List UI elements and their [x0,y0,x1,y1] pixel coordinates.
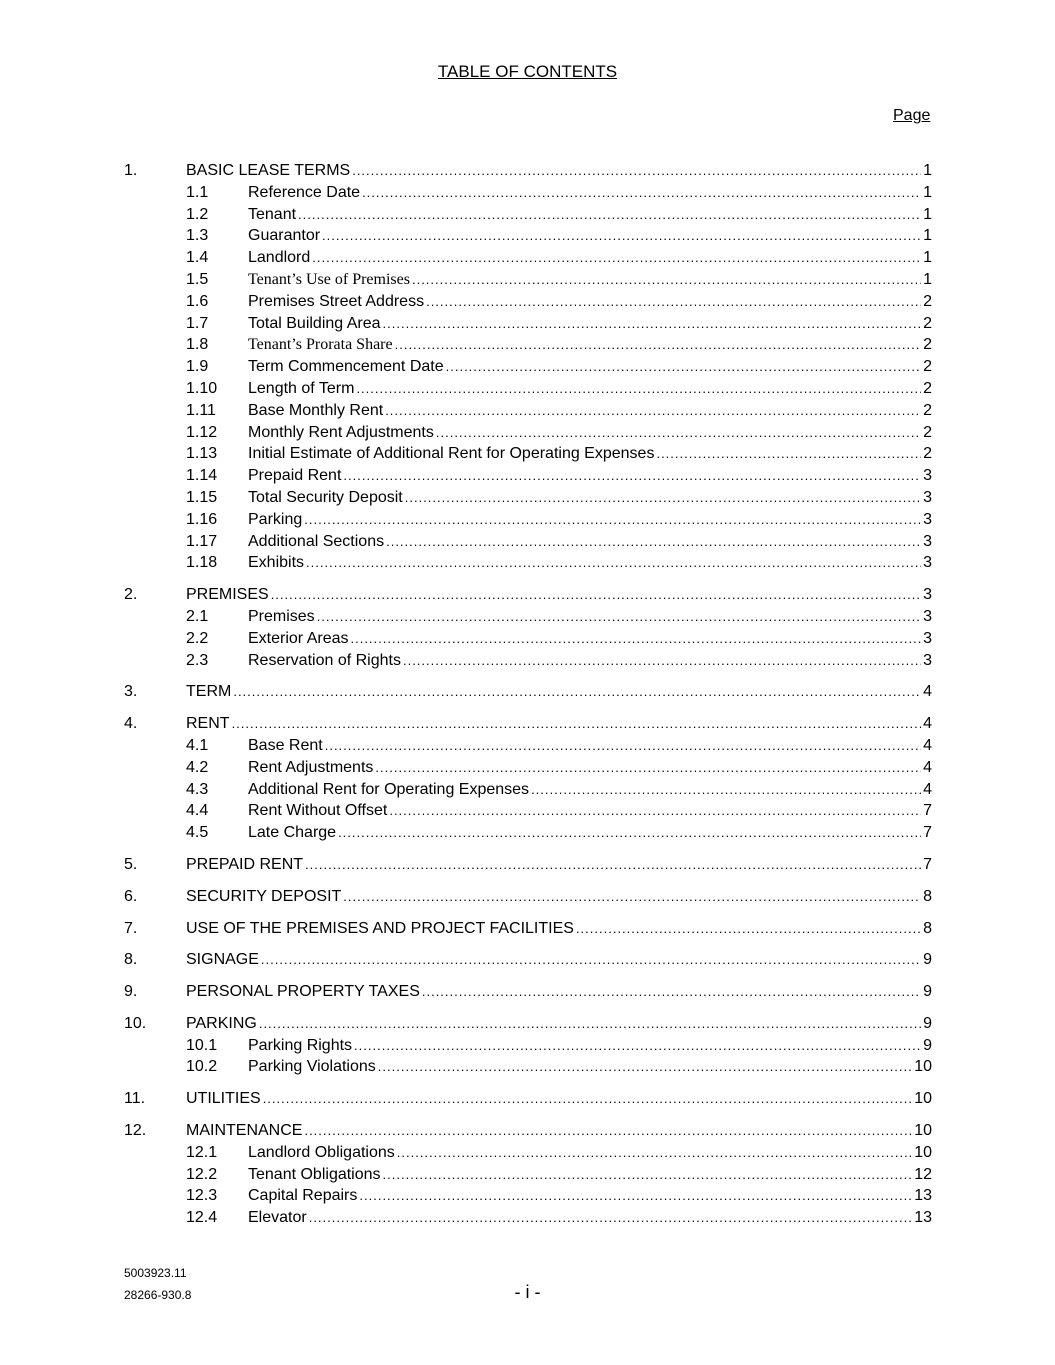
toc-entry-number: 5. [124,855,138,873]
toc-entry-page: 7 [923,855,932,873]
toc-entry-title: Parking Rights [248,1036,353,1054]
toc-entry-label [186,584,932,606]
dot-leader [306,552,921,574]
toc-entry-page: 7 [923,802,932,820]
toc-section[interactable] [124,1088,932,1110]
toc-entry-label [248,1185,932,1207]
toc-entry-title: Rent Without Offset [248,802,388,820]
toc-section[interactable] [124,584,932,606]
toc-entry-title: PREPAID RENT [186,855,304,873]
toc-section[interactable] [124,1013,932,1035]
toc-entry-page: 4 [923,715,932,733]
toc-entry-title: Tenant’s Prorata Share [248,336,393,354]
toc-entry-title: Late Charge [248,824,337,842]
toc-entry-number: 1.9 [186,358,209,376]
toc-entry-label [248,757,932,779]
toc-subsection[interactable] [124,465,932,487]
toc-entry-page: 2 [923,445,932,463]
toc-entry-number: 1. [124,162,138,179]
dot-leader [405,487,921,509]
toc-entry-number: 10.2 [186,1058,218,1076]
toc-entry-page: 3 [923,586,932,604]
toc-entry-page: 9 [923,951,932,969]
dot-leader [259,1013,921,1035]
toc-subsection[interactable] [124,1142,932,1164]
dot-leader [352,160,921,182]
toc-entry-page: 1 [923,249,932,267]
dot-leader [422,981,921,1003]
toc-entry-number: 12.3 [186,1187,218,1205]
toc-entry-label [248,182,932,204]
toc-entry-label [248,225,932,247]
toc-entry-title: Base Rent [248,736,323,754]
toc-subsection[interactable] [124,225,932,247]
toc-subsection[interactable] [124,757,932,779]
toc-section[interactable] [124,713,932,735]
toc-subsection[interactable] [124,291,932,313]
toc-entry-title: Prepaid Rent [248,467,342,485]
toc-entry-number: 4. [124,715,138,733]
dot-leader [378,1056,912,1078]
toc-entry-number: 4.2 [186,758,209,776]
dot-leader [233,681,921,703]
toc-entry-label [248,204,932,226]
dot-leader [397,1142,912,1164]
toc-entry-label [186,918,932,940]
toc-entry-number: 1.10 [186,379,218,397]
toc-entry-page: 2 [923,423,932,441]
document-reference: 28266-930.8 [124,1288,192,1302]
toc-entry-title: TERM [186,683,232,701]
dot-leader [386,531,921,553]
toc-entry-title: PARKING [186,1014,257,1032]
toc-subsection[interactable] [124,443,932,465]
toc-entry-label [248,422,932,444]
toc-entry-title: USE OF THE PREMISES AND PROJECT FACILITIES [186,919,574,937]
dot-leader [362,182,921,204]
toc-entry-number: 1.8 [186,336,209,354]
dot-leader [343,465,921,487]
toc-subsection[interactable] [124,422,932,444]
toc-entry-label [248,334,932,356]
toc-subsection[interactable] [124,1164,932,1186]
toc-entry-title: RENT [186,715,230,733]
toc-entry-label [248,531,932,553]
toc-entry-label [248,779,932,801]
toc-entry-number: 2.1 [186,607,209,625]
toc-entry-page: 1 [923,270,932,288]
toc-entry-label [186,886,932,908]
toc-entry-number: 1.13 [186,445,218,463]
toc-entry-number: 1.18 [186,554,218,572]
toc-entry-number: 1.12 [186,423,218,441]
toc-entry-page: 8 [923,887,932,905]
toc-entry-page: 10 [914,1090,932,1108]
toc-entry-number: 10.1 [186,1036,218,1054]
toc-entry-title: Exterior Areas [248,629,349,647]
toc-entry-page: 12 [914,1165,932,1183]
dot-leader [304,509,921,531]
toc-entry-label [186,1120,932,1142]
toc-section[interactable] [124,981,932,1003]
toc-entry-number: 4.1 [186,736,209,754]
toc-entry-number: 2.2 [186,629,209,647]
toc-section[interactable] [124,854,932,876]
toc-entry-label [248,1056,932,1078]
toc-entry-page: 3 [923,532,932,550]
toc-entry-title: Premises Street Address [248,292,425,310]
toc-entry-page: 4 [923,758,932,776]
toc-entry-title: Total Security Deposit [248,488,403,506]
toc-entry-label [248,356,932,378]
toc-entry-title: Elevator [248,1209,307,1227]
dot-leader [389,800,921,822]
toc-entry-page: 9 [923,1014,932,1032]
dot-leader [356,378,921,400]
toc-entry-number: 1.2 [186,205,209,223]
toc-entry-title: Reference Date [248,183,361,201]
toc-entry-page: 1 [923,227,932,245]
dot-leader [446,356,921,378]
toc-entry-label [248,1035,932,1057]
toc-entry-page: 2 [923,292,932,310]
dot-leader [395,334,921,356]
toc-entry-number: 4.3 [186,780,209,798]
toc-subsection[interactable] [124,334,932,356]
toc-entry-page: 4 [923,683,932,701]
toc-entry-title: BASIC LEASE TERMS [186,162,351,179]
toc-subsection[interactable] [124,313,932,335]
toc-entry-label [248,822,932,844]
toc-entry-label [186,981,932,1003]
dot-leader [383,1164,913,1186]
toc-entry-title: Additional Rent for Operating Expenses [248,780,530,798]
document-id: 5003923.11 [124,1266,187,1280]
toc-entry-page: 3 [923,488,932,506]
toc-entry-title: Premises [248,607,315,625]
toc-entry-page: 10 [914,1122,932,1140]
toc-entry-label [248,247,932,269]
dot-leader [383,313,922,335]
toc-entry-title: Term Commencement Date [248,358,444,376]
toc-subsection[interactable] [124,779,932,801]
toc-entry-page: 3 [923,607,932,625]
table-of-contents [124,160,932,1229]
dot-leader [325,735,921,757]
toc-entry-number: 1.16 [186,510,218,528]
toc-entry-number: 8. [124,951,138,969]
toc-entry-label [186,160,932,182]
toc-entry-title: Landlord Obligations [248,1143,395,1161]
toc-entry-label [186,854,932,876]
toc-entry-page: 3 [923,651,932,669]
toc-subsection[interactable] [124,487,932,509]
toc-entry-number: 3. [124,683,138,701]
toc-entry-title: UTILITIES [186,1090,261,1108]
dot-leader [322,225,921,247]
toc-entry-title: PERSONAL PROPERTY TAXES [186,983,420,1001]
toc-entry-title: Total Building Area [248,314,381,332]
toc-entry-title: SIGNAGE [186,951,259,969]
toc-entry-title: MAINTENANCE [186,1122,303,1140]
toc-entry-number: 9. [124,983,138,1001]
toc-entry-label [248,628,932,650]
toc-entry-number: 4.4 [186,802,209,820]
toc-entry-label [248,400,932,422]
dot-leader [317,606,921,628]
toc-entry-page: 1 [923,205,932,223]
dot-leader [385,400,921,422]
toc-subsection[interactable] [124,1035,932,1057]
dot-leader [354,1035,921,1057]
toc-entry-page: 4 [923,736,932,754]
toc-entry-label [248,313,932,335]
toc-entry-label [248,800,932,822]
toc-section[interactable] [124,886,932,908]
toc-entry-label [248,1142,932,1164]
dot-leader [305,854,921,876]
toc-entry-title: Capital Repairs [248,1187,358,1205]
toc-entry-page: 10 [914,1143,932,1161]
toc-entry-number: 2. [124,586,138,604]
toc-entry-number: 7. [124,919,138,937]
toc-section[interactable] [124,1120,932,1142]
toc-entry-number: 1.14 [186,467,218,485]
toc-entry-label [248,465,932,487]
toc-entry-page: 7 [923,824,932,842]
toc-subsection[interactable] [124,400,932,422]
toc-entry-number: 12.4 [186,1209,218,1227]
toc-entry-page: 3 [923,629,932,647]
toc-entry-title: Tenant Obligations [248,1165,381,1183]
toc-entry-title: Rent Adjustments [248,758,374,776]
toc-entry-title: SECURITY DEPOSIT [186,887,342,905]
dot-leader [531,779,921,801]
page-title: TABLE OF CONTENTS [437,62,618,81]
toc-section[interactable] [124,681,932,703]
toc-entry-label [248,291,932,313]
toc-entry-number: 1.7 [186,314,209,332]
toc-entry-page: 3 [923,467,932,485]
dot-leader [343,886,921,908]
dot-leader [312,247,921,269]
dot-leader [359,1185,912,1207]
dot-leader [309,1207,913,1229]
dot-leader [436,422,921,444]
toc-entry-title: Guarantor [248,227,321,245]
toc-entry-number: 10. [124,1014,147,1032]
toc-entry-number: 2.3 [186,651,209,669]
toc-entry-label [248,1164,932,1186]
dot-leader [298,204,921,226]
toc-entry-page: 2 [923,336,932,354]
toc-subsection[interactable] [124,1207,932,1229]
dot-leader [271,584,921,606]
toc-subsection[interactable] [124,204,932,226]
toc-section[interactable] [124,160,932,182]
toc-entry-title: Length of Term [248,379,355,397]
toc-entry-title: Parking [248,510,303,528]
toc-entry-number: 1.3 [186,227,209,245]
toc-entry-label [248,606,932,628]
toc-entry-page: 3 [923,554,932,572]
toc-entry-title: Parking Violations [248,1058,376,1076]
toc-entry-number: 1.4 [186,249,209,267]
toc-entry-number: 4.5 [186,824,209,842]
toc-entry-number: 1.1 [186,183,209,201]
toc-subsection[interactable] [124,1185,932,1207]
toc-entry-title: Reservation of Rights [248,651,401,669]
toc-entry-page: 13 [914,1187,932,1205]
toc-entry-label [248,650,932,672]
toc-entry-page: 8 [923,919,932,937]
toc-entry-title: Monthly Rent Adjustments [248,423,434,441]
toc-subsection[interactable] [124,822,932,844]
toc-entry-page: 2 [923,401,932,419]
toc-entry-label [248,487,932,509]
toc-entry-title: Additional Sections [248,532,385,550]
toc-entry-label [248,735,932,757]
toc-entry-title: Exhibits [248,554,305,572]
toc-subsection[interactable] [124,1056,932,1078]
toc-subsection[interactable] [124,509,932,531]
toc-subsection[interactable] [124,531,932,553]
toc-subsection[interactable] [124,356,932,378]
toc-entry-title: Tenant [248,205,297,223]
dot-leader [304,1120,912,1142]
toc-subsection[interactable] [124,378,932,400]
toc-entry-title: Initial Estimate of Additional Rent for Operating Expenses [248,445,655,463]
dot-leader [375,757,921,779]
dot-leader [576,918,921,940]
toc-entry-number: 6. [124,887,138,905]
dot-leader [412,269,921,291]
dot-leader [263,1088,913,1110]
toc-entry-page: 2 [923,358,932,376]
toc-entry-label [186,1088,932,1110]
toc-entry-label [248,269,932,291]
toc-entry-page: 2 [923,314,932,332]
toc-entry-label [248,1207,932,1229]
dot-leader [350,628,921,650]
toc-subsection[interactable] [124,182,932,204]
toc-subsection[interactable] [124,269,932,291]
toc-entry-label [186,949,932,971]
toc-entry-page: 10 [914,1058,932,1076]
toc-section[interactable] [124,949,932,971]
toc-entry-page: 1 [923,183,932,201]
toc-entry-number: 11. [124,1090,146,1108]
toc-subsection[interactable] [124,606,932,628]
toc-entry-title: Base Monthly Rent [248,401,384,419]
page-number: - i - [514,1282,541,1302]
toc-entry-number: 1.6 [186,292,209,310]
toc-subsection[interactable] [124,650,932,672]
toc-entry-label [248,378,932,400]
toc-entry-page: 4 [923,780,932,798]
toc-entry-number: 1.17 [186,532,218,550]
toc-section[interactable] [124,918,932,940]
dot-leader [426,291,921,313]
dot-leader [338,822,921,844]
dot-leader [403,650,921,672]
toc-subsection[interactable] [124,552,932,574]
toc-entry-page: 9 [923,1036,932,1054]
toc-entry-title: PREMISES [186,586,269,604]
toc-entry-number: 12. [124,1122,147,1140]
toc-entry-number: 12.2 [186,1165,218,1183]
toc-entry-number: 1.5 [186,270,209,288]
toc-entry-page: 9 [923,983,932,1001]
toc-entry-number: 1.15 [186,488,218,506]
toc-entry-label [248,443,932,465]
toc-entry-label [248,552,932,574]
toc-entry-label [248,509,932,531]
toc-entry-number: 1.11 [186,401,216,419]
toc-entry-page: 3 [923,510,932,528]
toc-entry-page: 2 [923,379,932,397]
toc-entry-page: 13 [914,1209,932,1227]
toc-subsection[interactable] [124,735,932,757]
toc-entry-page: 1 [923,162,932,179]
toc-entry-title: Tenant’s Use of Premises [248,270,410,288]
page-column-header: Page [893,107,931,124]
toc-entry-number: 12.1 [186,1143,218,1161]
toc-entry-label [186,713,932,735]
toc-subsection[interactable] [124,628,932,650]
dot-leader [232,713,922,735]
dot-leader [261,949,921,971]
toc-entry-label [186,1013,932,1035]
toc-entry-label [186,681,932,703]
toc-entry-title: Landlord [248,249,311,267]
toc-subsection[interactable] [124,800,932,822]
dot-leader [656,443,921,465]
toc-subsection[interactable] [124,247,932,269]
